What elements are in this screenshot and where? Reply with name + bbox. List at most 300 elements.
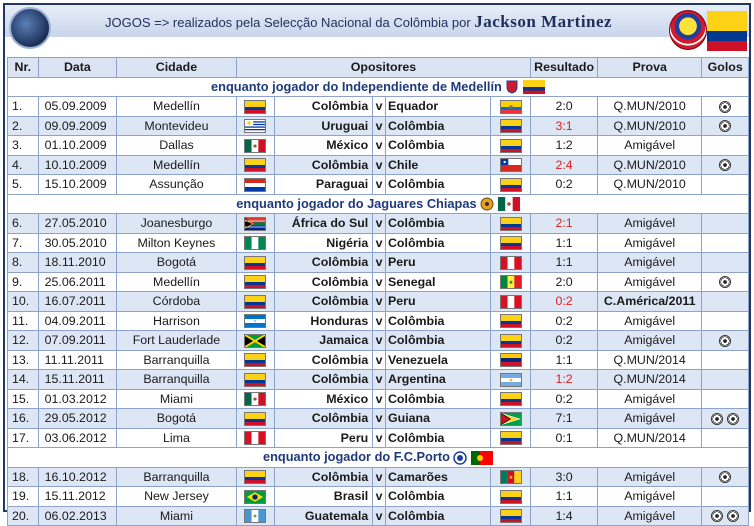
cell-away-team: Colômbia (385, 487, 490, 507)
cell-competition: Q.MUN/2014 (597, 370, 701, 390)
cell-away-team: Chile (385, 155, 490, 175)
cell-home-flag (236, 409, 274, 429)
cell-result: 2:1 (531, 214, 598, 234)
cell-competition: Q.MUN/2010 (597, 155, 701, 175)
cell-away-team: Colômbia (385, 311, 490, 331)
cell-goals (702, 116, 749, 136)
federation-badge-icon (669, 10, 707, 50)
football-icon (711, 413, 723, 425)
cell-versus: v (373, 409, 386, 429)
cell-nr: 7. (8, 233, 39, 253)
honduras-flag-icon (244, 314, 266, 328)
section-header-row (8, 77, 749, 97)
cell-home-flag (236, 155, 274, 175)
cell-away-team: Colômbia (385, 331, 490, 351)
cell-result: 2:0 (531, 272, 598, 292)
cell-nr: 20. (8, 506, 39, 526)
table-row (8, 214, 749, 234)
cameroon-flag-icon (500, 470, 522, 484)
colombia-flag-icon (500, 509, 522, 523)
cell-home-team: Brasil (275, 487, 373, 507)
cell-away-flag (491, 350, 531, 370)
cell-city: Montevideu (117, 116, 237, 136)
table-row (8, 428, 749, 448)
cell-away-team: Colômbia (385, 389, 490, 409)
cell-home-flag (236, 233, 274, 253)
section-label: enquanto jogador do Independiente de Medellín (211, 78, 502, 94)
cell-goals (702, 155, 749, 175)
cell-date: 15.11.2011 (38, 370, 117, 390)
cell-home-flag (236, 253, 274, 273)
colombia-flag-icon (500, 334, 522, 348)
cell-away-team: Argentina (385, 370, 490, 390)
cell-away-team: Colômbia (385, 136, 490, 156)
cell-home-team: México (275, 389, 373, 409)
table-row (8, 331, 749, 351)
cell-competition: Q.MUN/2014 (597, 350, 701, 370)
table-row (8, 253, 749, 273)
cell-away-team: Senegal (385, 272, 490, 292)
cell-competition: Amigável (597, 506, 701, 526)
cell-city: Medellín (117, 155, 237, 175)
cell-city: Córdoba (117, 292, 237, 312)
cell-goals (702, 214, 749, 234)
section-header (8, 448, 749, 468)
club-crest-icon (480, 197, 494, 211)
cell-home-team: Colômbia (275, 409, 373, 429)
table-row (8, 233, 749, 253)
cell-city: Harrison (117, 311, 237, 331)
cell-home-flag (236, 214, 274, 234)
cell-date: 15.10.2009 (38, 175, 117, 195)
cell-date: 29.05.2012 (38, 409, 117, 429)
table-header-row (8, 58, 749, 78)
cell-home-team: Guatemala (275, 506, 373, 526)
cell-result: 1:4 (531, 506, 598, 526)
cell-competition: Amigável (597, 233, 701, 253)
cell-date: 05.09.2009 (38, 97, 117, 117)
cell-home-team: Colômbia (275, 155, 373, 175)
cell-competition: Q.MUN/2010 (597, 97, 701, 117)
colombia-flag-icon (244, 353, 266, 367)
cell-city: Bogotá (117, 409, 237, 429)
venezuela-flag-icon (500, 353, 522, 367)
cell-versus: v (373, 428, 386, 448)
cell-versus: v (373, 350, 386, 370)
cell-versus: v (373, 311, 386, 331)
colombia-flag-icon (500, 178, 522, 192)
cell-home-flag (236, 136, 274, 156)
cell-result: 1:1 (531, 233, 598, 253)
cell-date: 01.10.2009 (38, 136, 117, 156)
cell-versus: v (373, 214, 386, 234)
cell-versus: v (373, 253, 386, 273)
table-body (8, 77, 749, 526)
colombia-flag-icon (244, 295, 266, 309)
cell-home-flag (236, 467, 274, 487)
cell-nr: 19. (8, 487, 39, 507)
table-row (8, 409, 749, 429)
cell-nr: 5. (8, 175, 39, 195)
cell-date: 15.11.2012 (38, 487, 117, 507)
cell-goals (702, 175, 749, 195)
section-header (8, 194, 749, 214)
cell-competition: Q.MUN/2010 (597, 175, 701, 195)
cell-date: 03.06.2012 (38, 428, 117, 448)
brazil-flag-icon (244, 490, 266, 504)
jamaica-flag-icon (244, 334, 266, 348)
cell-date: 07.09.2011 (38, 331, 117, 351)
table-row (8, 370, 749, 390)
cell-versus: v (373, 487, 386, 507)
cell-away-flag (491, 136, 531, 156)
guyana-flag-icon (500, 412, 522, 426)
cell-city: Fort Lauderlade (117, 331, 237, 351)
cell-city: Miami (117, 506, 237, 526)
cell-result: 0:2 (531, 389, 598, 409)
cell-nr: 14. (8, 370, 39, 390)
colombia-flag-icon (244, 275, 266, 289)
cell-goals (702, 97, 749, 117)
table-row (8, 272, 749, 292)
table-row (8, 506, 749, 526)
page-frame (3, 3, 751, 523)
mexico-flag-icon (244, 392, 266, 406)
cell-away-team: Camarões (385, 467, 490, 487)
cell-city: Miami (117, 389, 237, 409)
cell-date: 06.02.2013 (38, 506, 117, 526)
peru-flag-icon (500, 295, 522, 309)
cell-goals (702, 272, 749, 292)
cell-away-team: Colômbia (385, 214, 490, 234)
cell-away-flag (491, 292, 531, 312)
uruguay-flag-icon (244, 119, 266, 133)
cell-versus: v (373, 175, 386, 195)
player-name: Jackson Martinez (474, 12, 613, 31)
colombia-flag-icon (523, 80, 545, 94)
cell-home-flag (236, 272, 274, 292)
col-result: Resultado (531, 58, 598, 78)
portugal-flag-icon (471, 451, 493, 465)
cell-nr: 15. (8, 389, 39, 409)
cell-home-flag (236, 331, 274, 351)
colombia-flag-icon (500, 314, 522, 328)
paraguay-flag-icon (244, 178, 266, 192)
cell-competition: Amigável (597, 331, 701, 351)
cell-home-flag (236, 487, 274, 507)
cell-result: 0:2 (531, 292, 598, 312)
cell-result: 7:1 (531, 409, 598, 429)
cell-city: Dallas (117, 136, 237, 156)
cell-date: 16.10.2012 (38, 467, 117, 487)
cell-city: Lima (117, 428, 237, 448)
cell-nr: 11. (8, 311, 39, 331)
club-crest-icon (453, 451, 467, 465)
table-row (8, 292, 749, 312)
cell-competition: Amigável (597, 467, 701, 487)
cell-city: Barranquilla (117, 467, 237, 487)
cell-away-flag (491, 331, 531, 351)
cell-goals (702, 331, 749, 351)
cell-away-team: Colômbia (385, 506, 490, 526)
cell-home-team: Colômbia (275, 292, 373, 312)
cell-home-team: Uruguai (275, 116, 373, 136)
cell-away-flag (491, 214, 531, 234)
cell-date: 27.05.2010 (38, 214, 117, 234)
cell-versus: v (373, 97, 386, 117)
colombia-flag-icon (500, 217, 522, 231)
argentina-flag-icon (500, 373, 522, 387)
football-icon (719, 335, 731, 347)
cell-home-team: Colômbia (275, 467, 373, 487)
cell-versus: v (373, 155, 386, 175)
cell-nr: 16. (8, 409, 39, 429)
cell-nr: 12. (8, 331, 39, 351)
cell-away-team: Venezuela (385, 350, 490, 370)
cell-away-team: Colômbia (385, 428, 490, 448)
col-goals: Golos (702, 58, 749, 78)
table-row (8, 155, 749, 175)
cell-competition: Amigável (597, 311, 701, 331)
table-row (8, 116, 749, 136)
cell-competition: Amigável (597, 272, 701, 292)
cell-home-team: África do Sul (275, 214, 373, 234)
cell-away-team: Equador (385, 97, 490, 117)
page-header (5, 5, 749, 57)
mexico-flag-icon (498, 197, 520, 211)
peru-flag-icon (500, 256, 522, 270)
cell-home-team: Colômbia (275, 272, 373, 292)
cell-away-flag (491, 311, 531, 331)
cell-result: 0:2 (531, 175, 598, 195)
cell-goals (702, 233, 749, 253)
cell-home-team: Nigéria (275, 233, 373, 253)
table-row (8, 389, 749, 409)
cell-home-flag (236, 350, 274, 370)
football-icon (719, 276, 731, 288)
cell-away-flag (491, 272, 531, 292)
colombia-flag-icon (500, 490, 522, 504)
cell-away-flag (491, 487, 531, 507)
cell-goals (702, 409, 749, 429)
colombia-flag-icon (244, 100, 266, 114)
cell-goals (702, 311, 749, 331)
cell-versus: v (373, 467, 386, 487)
cell-result: 3:1 (531, 116, 598, 136)
colombia-flag-icon (244, 158, 266, 172)
chile-flag-icon (500, 158, 522, 172)
football-icon (719, 101, 731, 113)
site-logo (9, 7, 51, 49)
section-header (8, 77, 749, 97)
cell-date: 09.09.2009 (38, 116, 117, 136)
title-prefix: JOGOS => realizados pela Selecção Nacional da Colômbia por (105, 15, 475, 30)
colombia-flag-icon (500, 139, 522, 153)
col-opponents: Opositores (236, 58, 531, 78)
cell-date: 11.11.2011 (38, 350, 117, 370)
cell-home-flag (236, 311, 274, 331)
cell-nr: 8. (8, 253, 39, 273)
cell-goals (702, 506, 749, 526)
cell-result: 0:2 (531, 331, 598, 351)
cell-goals (702, 350, 749, 370)
cell-nr: 3. (8, 136, 39, 156)
table-row (8, 136, 749, 156)
section-label: enquanto jogador do Jaguares Chiapas (236, 195, 477, 211)
cell-date: 04.09.2011 (38, 311, 117, 331)
cell-date: 25.06.2011 (38, 272, 117, 292)
cell-home-team: Paraguai (275, 175, 373, 195)
cell-away-team: Guiana (385, 409, 490, 429)
colombia-flag-icon (244, 412, 266, 426)
cell-away-flag (491, 467, 531, 487)
cell-home-team: Peru (275, 428, 373, 448)
cell-city: Barranquilla (117, 370, 237, 390)
table-row (8, 350, 749, 370)
cell-goals (702, 292, 749, 312)
football-icon (719, 159, 731, 171)
cell-home-flag (236, 116, 274, 136)
cell-result: 1:2 (531, 136, 598, 156)
mexico-flag-icon (244, 139, 266, 153)
cell-city: Medellín (117, 272, 237, 292)
cell-home-flag (236, 389, 274, 409)
cell-home-team: Jamaica (275, 331, 373, 351)
cell-away-flag (491, 97, 531, 117)
cell-versus: v (373, 136, 386, 156)
cell-home-flag (236, 175, 274, 195)
cell-away-team: Colômbia (385, 116, 490, 136)
cell-nr: 9. (8, 272, 39, 292)
cell-city: New Jersey (117, 487, 237, 507)
cell-versus: v (373, 233, 386, 253)
colombia-flag-icon (707, 11, 747, 51)
football-icon (719, 120, 731, 132)
cell-goals (702, 370, 749, 390)
cell-home-team: Colômbia (275, 97, 373, 117)
cell-result: 1:1 (531, 253, 598, 273)
cell-nr: 17. (8, 428, 39, 448)
cell-nr: 10. (8, 292, 39, 312)
senegal-flag-icon (500, 275, 522, 289)
cell-versus: v (373, 116, 386, 136)
nigeria-flag-icon (244, 236, 266, 250)
cell-away-flag (491, 370, 531, 390)
cell-nr: 2. (8, 116, 39, 136)
cell-goals (702, 136, 749, 156)
cell-competition: Amigável (597, 253, 701, 273)
football-icon (711, 510, 723, 522)
table-row (8, 97, 749, 117)
cell-away-flag (491, 389, 531, 409)
cell-city: Medellín (117, 97, 237, 117)
cell-home-team: Colômbia (275, 350, 373, 370)
cell-versus: v (373, 331, 386, 351)
section-header-row (8, 194, 749, 214)
table-row (8, 467, 749, 487)
table-row (8, 175, 749, 195)
cell-away-flag (491, 253, 531, 273)
cell-date: 30.05.2010 (38, 233, 117, 253)
ecuador-flag-icon (500, 100, 522, 114)
cell-city: Milton Keynes (117, 233, 237, 253)
cell-versus: v (373, 272, 386, 292)
colombia-flag-icon (500, 236, 522, 250)
cell-versus: v (373, 389, 386, 409)
cell-away-flag (491, 409, 531, 429)
cell-home-team: Colômbia (275, 253, 373, 273)
cell-date: 01.03.2012 (38, 389, 117, 409)
cell-goals (702, 487, 749, 507)
cell-city: Joanesburgo (117, 214, 237, 234)
cell-result: 3:0 (531, 467, 598, 487)
cell-versus: v (373, 292, 386, 312)
col-date: Data (38, 58, 117, 78)
colombia-flag-icon (244, 256, 266, 270)
cell-result: 1:1 (531, 350, 598, 370)
peru-flag-icon (244, 431, 266, 445)
cell-home-flag (236, 428, 274, 448)
cell-city: Bogotá (117, 253, 237, 273)
colombia-flag-icon (244, 470, 266, 484)
cell-nr: 6. (8, 214, 39, 234)
southafrica-flag-icon (244, 217, 266, 231)
cell-nr: 13. (8, 350, 39, 370)
cell-versus: v (373, 506, 386, 526)
matches-table (7, 57, 749, 526)
cell-result: 0:1 (531, 428, 598, 448)
cell-home-flag (236, 292, 274, 312)
cell-competition: C.América/2011 (597, 292, 701, 312)
guatemala-flag-icon (244, 509, 266, 523)
cell-result: 1:2 (531, 370, 598, 390)
colombia-flag-icon (500, 392, 522, 406)
cell-home-flag (236, 97, 274, 117)
cell-competition: Amigável (597, 214, 701, 234)
cell-competition: Amigável (597, 136, 701, 156)
cell-goals (702, 428, 749, 448)
cell-nr: 4. (8, 155, 39, 175)
cell-nr: 18. (8, 467, 39, 487)
cell-competition: Amigável (597, 409, 701, 429)
football-icon (727, 413, 739, 425)
cell-away-flag (491, 116, 531, 136)
cell-city: Barranquilla (117, 350, 237, 370)
cell-goals (702, 467, 749, 487)
cell-goals (702, 253, 749, 273)
cell-city: Assunção (117, 175, 237, 195)
col-city: Cidade (117, 58, 237, 78)
cell-away-team: Peru (385, 253, 490, 273)
cell-competition: Amigável (597, 389, 701, 409)
cell-home-team: Colômbia (275, 370, 373, 390)
cell-away-team: Peru (385, 292, 490, 312)
col-competition: Prova (597, 58, 701, 78)
table-row (8, 311, 749, 331)
cell-nr: 1. (8, 97, 39, 117)
football-icon (719, 471, 731, 483)
cell-date: 18.11.2010 (38, 253, 117, 273)
club-crest-icon (505, 80, 519, 94)
cell-home-flag (236, 506, 274, 526)
cell-home-team: Honduras (275, 311, 373, 331)
section-header-row (8, 448, 749, 468)
col-nr: Nr. (8, 58, 39, 78)
page-title (105, 12, 612, 32)
cell-versus: v (373, 370, 386, 390)
colombia-flag-icon (500, 431, 522, 445)
section-label: enquanto jogador do F.C.Porto (262, 449, 450, 465)
